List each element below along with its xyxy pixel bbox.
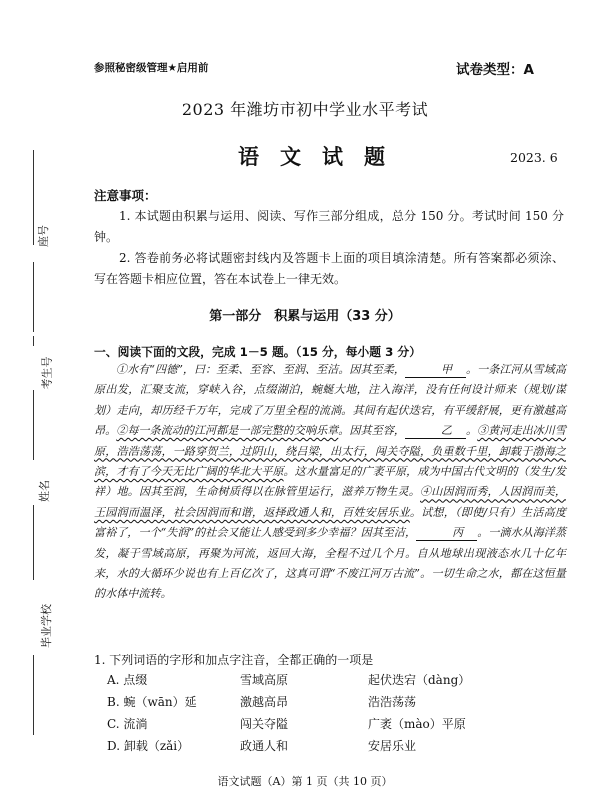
option-d-word-2: 政通人和 bbox=[240, 739, 289, 753]
option-c-word-2: 闯关夺隘 bbox=[240, 717, 289, 731]
blank-jia: 甲 bbox=[405, 362, 466, 378]
option-a-word-2: 雪域高原 bbox=[240, 673, 289, 687]
passage-text: 。这水量富足的广袤平原，成为中国古代文明的（发生/发祥）地。因其至润，生命树质得以在脉管里运行，滋养万物生灵。 bbox=[94, 465, 566, 499]
candidate-number-label: 考生号 bbox=[40, 356, 54, 390]
blank-yi: 乙 bbox=[405, 423, 466, 439]
passage-text: 。 bbox=[466, 424, 478, 438]
passage-text: 。试想，（即使/只有）生活高度富裕了，一个“失润”的社会又能让人感受到多少幸福？因其至洁， bbox=[94, 505, 566, 540]
notice-block bbox=[94, 185, 564, 290]
school-label: 毕业学校 bbox=[40, 604, 53, 648]
option-b-word-2: 激越高昂 bbox=[240, 695, 289, 709]
option-c-word-3: 广袤（mào）平原 bbox=[368, 717, 466, 731]
option-a-word-3: 起伏迭宕（dàng） bbox=[368, 673, 471, 687]
seal-line bbox=[33, 505, 34, 580]
notice-item: 2. 答卷前务必将试题密封线内及答题卡上面的项目填涂清楚。所有答案都必须涂、写在答题卡相应位置，答在本试卷上一律无效。 bbox=[94, 251, 564, 286]
name-label: 姓名 bbox=[38, 480, 51, 502]
option-b-word-3: 浩浩荡荡 bbox=[368, 695, 417, 709]
wavy-sentence-2: ②每一条流动的江河都是一部完整的交响乐章 bbox=[116, 424, 339, 438]
option-d-word-3: 安居乐业 bbox=[368, 739, 417, 753]
passage-text: 。一条江河从雪域高原出发，汇聚支流，穿峡入谷，点缀湖泊，蜿蜒大地，注入海洋，没有任何设计师来（规划/谋划）走向，却历经千万年，完成了万里全程的流淌。其间有起伏迭宕，有平缓舒展，更有激越高昂。 bbox=[94, 363, 566, 438]
exam-title: 2023 年潍坊市初中学业水平考试 bbox=[181, 100, 429, 119]
exam-date: 2023. 6 bbox=[510, 150, 558, 165]
seat-number-label: 座号 bbox=[37, 225, 50, 247]
confidentiality-note: 参照秘密级管理★启用前 bbox=[94, 62, 209, 74]
notice-heading: 注意事项： bbox=[94, 188, 157, 203]
subject-title: 语文试题 bbox=[238, 145, 406, 169]
option-a-word-1: A. 点缀 bbox=[107, 673, 148, 687]
passage-text: 。一滴水从海洋蒸发，凝于雪域高原，再聚为河流，返回大海，全程不过几个月。自从地球出现液态水几十亿年来，水的大循环少说也有上百亿次了，这真可谓“不废江河万古流”。一切生命之水，都在这恒量的水体中流转。 bbox=[94, 526, 566, 601]
wavy-sentence-3: ③黄河走出冰川雪原，浩浩荡荡，一路穿贺兰，过阴山，绕吕梁，出太行，闯关夺隘，负重数千里，卸载于渤海之滨，才有了今天无比广阔的华北大平原 bbox=[94, 424, 566, 479]
option-b-word-1: B. 蜿（wān）延 bbox=[107, 695, 197, 709]
reading-passage bbox=[94, 360, 566, 605]
question-1-stem: 1. 下列词语的字形和加点字注音，全都正确的一项是 bbox=[94, 653, 374, 667]
option-d-word-1: D. 卸载（zǎi） bbox=[107, 739, 190, 753]
paper-type: 试卷类型：A bbox=[456, 62, 534, 78]
part-heading: 第一部分 积累与运用（33 分） bbox=[209, 309, 401, 324]
passage-text: 。因其至容， bbox=[338, 424, 405, 438]
notice-item: 1. 本试题由积累与运用、阅读、写作三部分组成，总分 150 分。考试时间 150 分钟。 bbox=[94, 209, 564, 244]
section-heading: 一、阅读下面的文段，完成 1－5 题。（15 分，每小题 3 分） bbox=[94, 345, 422, 359]
seal-line bbox=[33, 655, 34, 735]
seal-line bbox=[33, 390, 34, 460]
wavy-sentence-4: ④山因润而秀，人因润而美，王园润而温泽，社会因润而和谐，返择政通人和，百姓安居乐业 bbox=[94, 485, 566, 519]
seal-line bbox=[33, 150, 34, 245]
option-c-word-1: C. 流淌 bbox=[107, 717, 148, 731]
page-footer: 语文试题（A）第 1 页（共 10 页） bbox=[217, 775, 393, 788]
passage-text: ①水有“四德”，曰：至柔、至容、至润、至洁。因其至柔， bbox=[116, 363, 405, 376]
seal-line bbox=[33, 336, 34, 346]
blank-bing: 丙 bbox=[416, 525, 477, 541]
